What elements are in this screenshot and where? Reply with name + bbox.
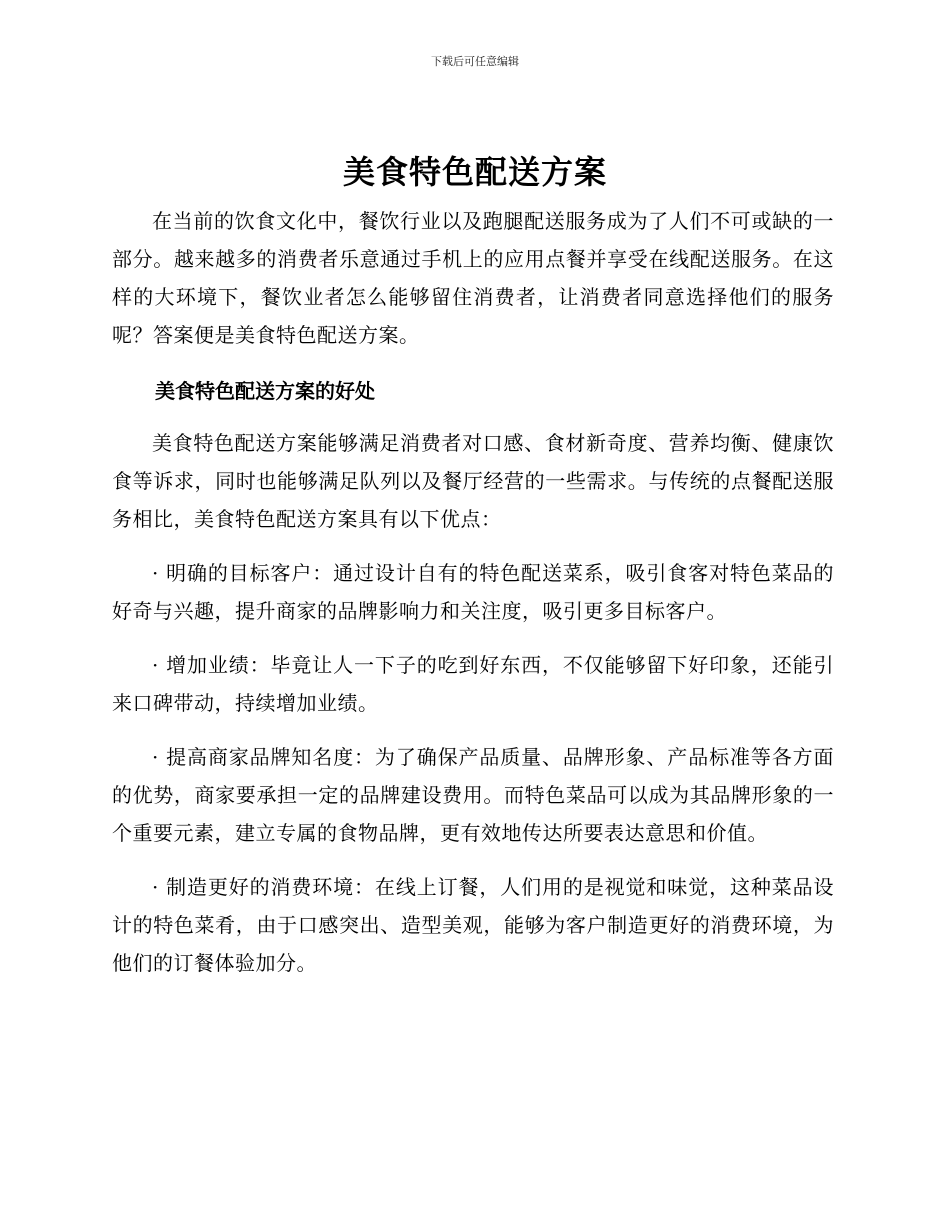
section-heading: 美食特色配送方案的好处 [155,379,375,403]
bullet-item-brand-awareness: · 提高商家品牌知名度：为了确保产品质量、品牌形象、产品标准等各方面的优势，商家要承担一定的品牌建设费用。而特色菜品可以成为其品牌形象的一个重要元素，建立专属的食物品牌，更有效地传达所要表达意思和价值。 [112,745,834,845]
bullet-item-consumer-environment: · 制造更好的消费环境：在线上订餐，人们用的是视觉和味觉，这种菜品设计的特色菜肴，由于口感突出、造型美观，能够为客户制造更好的消费环境，为他们的订餐体验加分。 [112,875,834,975]
intro-paragraph: 在当前的饮食文化中，餐饮行业以及跑腿配送服务成为了人们不可或缺的一部分。越来越多的消费者乐意通过手机上的应用点餐并享受在线配送服务。在这样的大环境下，餐饮业者怎么能够留住消费者，让消费者同意选择他们的服务呢？答案便是美食特色配送方案。 [112,209,834,347]
section-intro-paragraph: 美食特色配送方案能够满足消费者对口感、食材新奇度、营养均衡、健康饮食等诉求，同时也能够满足队列以及餐厅经营的一些需求。与传统的点餐配送服务相比，美食特色配送方案具有以下优点： [112,431,834,531]
document-title: 美食特色配送方案 [342,153,607,191]
header-note: 下载后可任意编辑 [431,55,519,68]
bullet-item-target-customers: · 明确的目标客户：通过设计自有的特色配送菜系，吸引食客对特色菜品的好奇与兴趣，提升商家的品牌影响力和关注度，吸引更多目标客户。 [112,561,834,623]
bullet-item-increase-sales: · 增加业绩：毕竟让人一下子的吃到好东西，不仅能够留下好印象，还能引来口碑带动，持续增加业绩。 [112,653,834,715]
document-body [112,202,834,982]
